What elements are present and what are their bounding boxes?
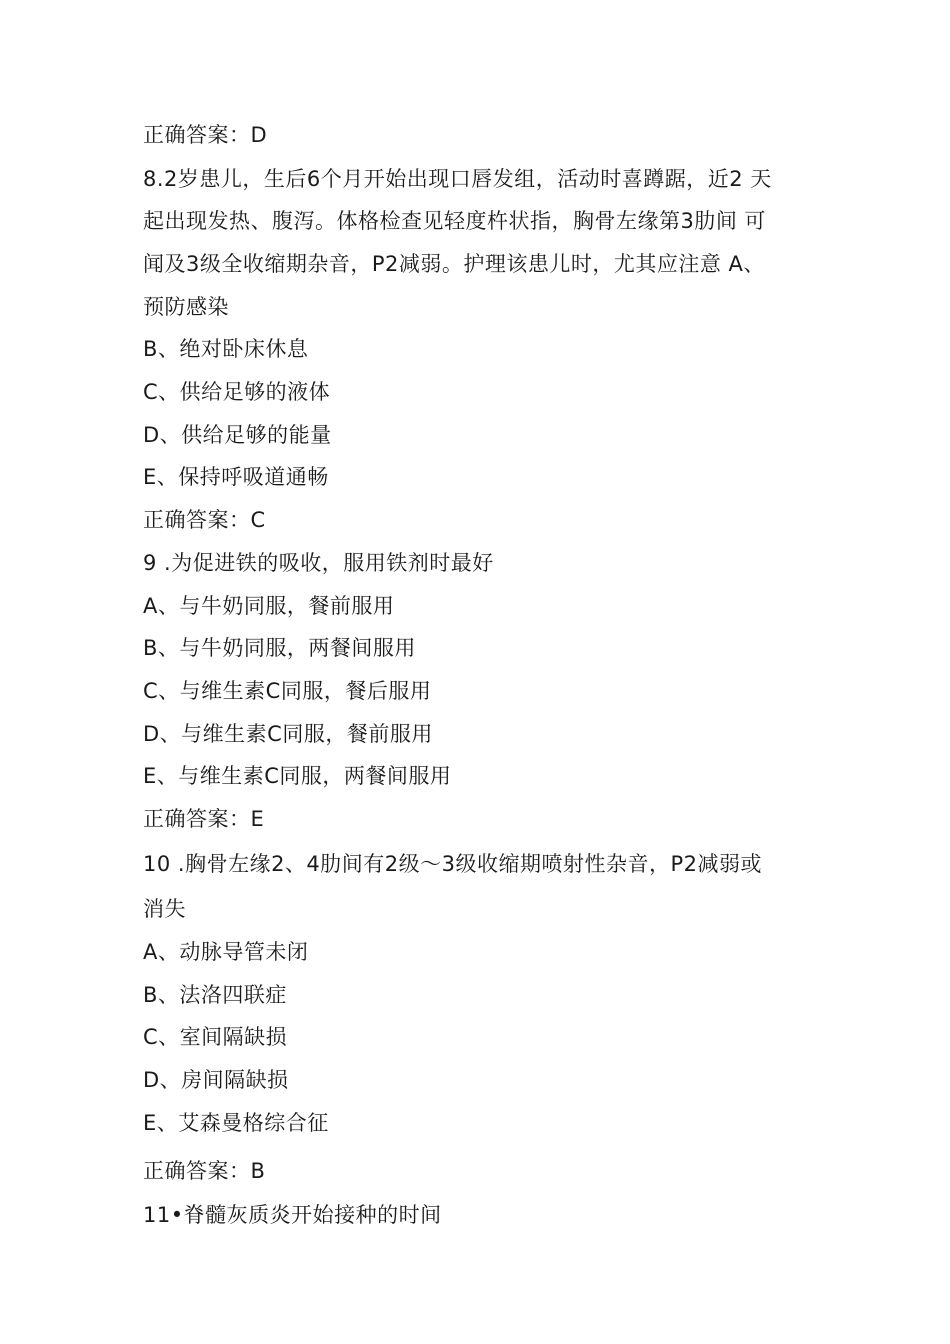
question-8-line-1: 8.2岁患儿，生后6个月开始出现口唇发组，活动时喜蹲踞，近2 天 [143,167,772,191]
option-c-q9: C、与维生素C同服，餐后服用 [143,679,432,703]
option-b-q8: B、绝对卧床休息 [143,337,309,361]
question-9: 9 .为促进铁的吸收，服用铁剂时最好 [143,551,494,575]
option-c-q8: C、供给足够的液体 [143,380,331,404]
question-8-line-4: 预防感染 [143,295,229,319]
option-d-q9: D、与维生素C同服，餐前服用 [143,722,433,746]
option-b-q10: B、法洛四联症 [143,983,287,1007]
option-e-q8: E、保持呼吸道通畅 [143,465,329,489]
answer-line-q10: 正确答案：B [143,1159,266,1183]
option-e-q10: E、艾森曼格综合征 [143,1111,329,1135]
option-e-q9: E、与维生素C同服，两餐间服用 [143,764,452,788]
question-10-line-2: 消失 [143,897,186,921]
answer-line-q7: 正确答案：D [143,123,268,147]
question-8-line-3: 闻及3级全收缩期杂音，P2减弱。护理该患儿时，尤其应注意 A、 [143,252,765,276]
option-a-q9: A、与牛奶同服，餐前服用 [143,594,395,618]
question-11: 11•脊髓灰质炎开始接种的时间 [143,1203,442,1227]
option-d-q10: D、房间隔缺损 [143,1068,289,1092]
option-d-q8: D、供给足够的能量 [143,423,332,447]
answer-line-q8: 正确答案：C [143,508,266,532]
question-8-line-2: 起出现发热、腹泻。体格检查见轻度杵状指，胸骨左缘第3肋间 可 [143,209,767,233]
option-a-q10: A、动脉导管未闭 [143,940,309,964]
option-c-q10: C、室间隔缺损 [143,1025,288,1049]
option-b-q9: B、与牛奶同服，两餐间服用 [143,636,416,660]
question-10-line-1: 10 .胸骨左缘2、4肋间有2级〜3级收缩期喷射性杂音，P2减弱或 [143,852,763,876]
answer-line-q9: 正确答案：E [143,807,265,831]
